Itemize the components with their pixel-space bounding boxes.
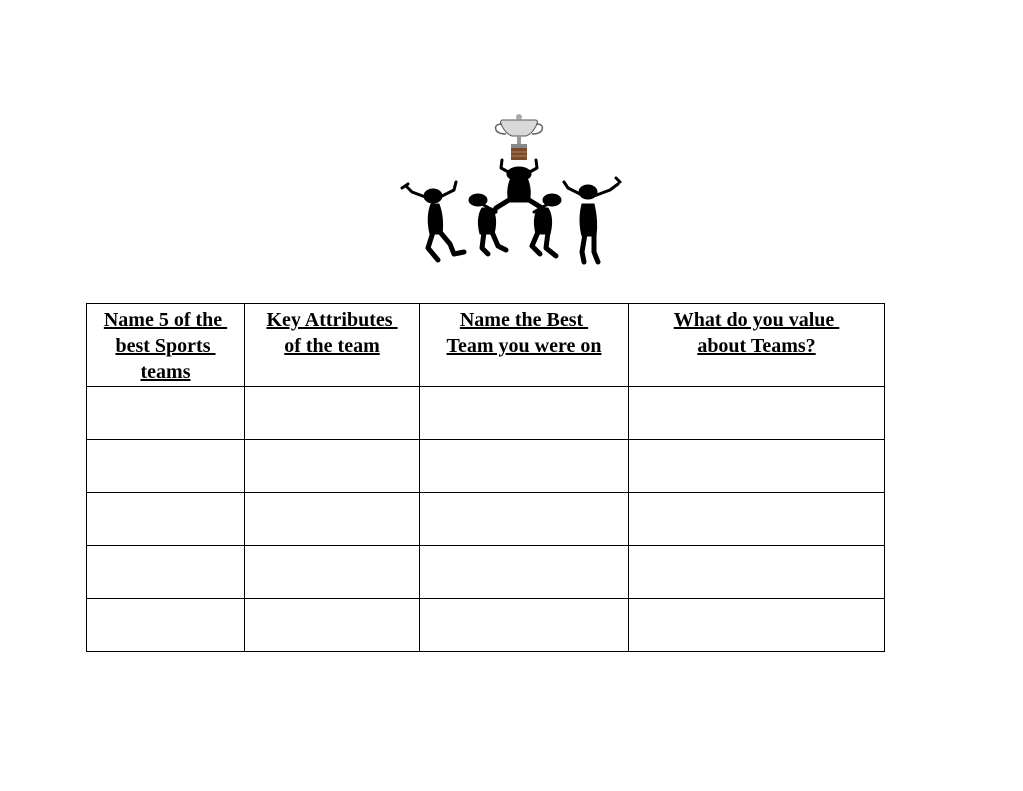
- blank-answer-cell[interactable]: [420, 493, 629, 546]
- table-row: [87, 387, 885, 440]
- blank-answer-cell[interactable]: [420, 440, 629, 493]
- blank-answer-cell[interactable]: [87, 599, 245, 652]
- column-header-team-values: [629, 304, 885, 387]
- blank-answer-cell[interactable]: [87, 493, 245, 546]
- header-row: [87, 304, 885, 387]
- blank-answer-cell[interactable]: [87, 387, 245, 440]
- blank-answer-cell[interactable]: [629, 440, 885, 493]
- blank-answer-cell[interactable]: [420, 599, 629, 652]
- team-trophy-clipart-icon: [398, 112, 626, 270]
- blank-answer-cell[interactable]: [245, 493, 420, 546]
- blank-answer-cell[interactable]: [87, 440, 245, 493]
- blank-answer-cell[interactable]: [629, 387, 885, 440]
- header-line: of the team: [284, 335, 380, 357]
- header-line: What do you value: [673, 309, 840, 331]
- header-line: Name 5 of the: [103, 309, 228, 331]
- figure-left: [402, 182, 464, 260]
- table-row: [87, 599, 885, 652]
- blank-answer-cell[interactable]: [245, 599, 420, 652]
- header-line: best Sports: [115, 335, 216, 357]
- blank-answer-cell[interactable]: [245, 387, 420, 440]
- column-header-best-team: [420, 304, 629, 387]
- teams-worksheet-table: [86, 303, 885, 652]
- column-header-key-attributes: [245, 304, 420, 387]
- blank-answer-cell[interactable]: [245, 440, 420, 493]
- blank-answer-cell[interactable]: [420, 546, 629, 599]
- blank-answer-cell[interactable]: [420, 387, 629, 440]
- header-line: Name the Best: [459, 309, 589, 331]
- header-line: about Teams?: [697, 335, 816, 357]
- blank-answer-cell[interactable]: [629, 546, 885, 599]
- table-row: [87, 493, 885, 546]
- figure-right: [564, 178, 620, 262]
- trophy-icon: [496, 114, 543, 160]
- blank-answer-cell[interactable]: [629, 493, 885, 546]
- header-line: Team you were on: [446, 335, 602, 357]
- column-header-best-sports-teams: [87, 304, 245, 387]
- header-line: Key Attributes: [266, 309, 398, 331]
- table-row: [87, 440, 885, 493]
- figure-top: [494, 160, 544, 212]
- blank-answer-cell[interactable]: [629, 599, 885, 652]
- blank-answer-cell[interactable]: [245, 546, 420, 599]
- header-line: teams: [140, 361, 191, 383]
- table-row: [87, 546, 885, 599]
- blank-answer-cell[interactable]: [87, 546, 245, 599]
